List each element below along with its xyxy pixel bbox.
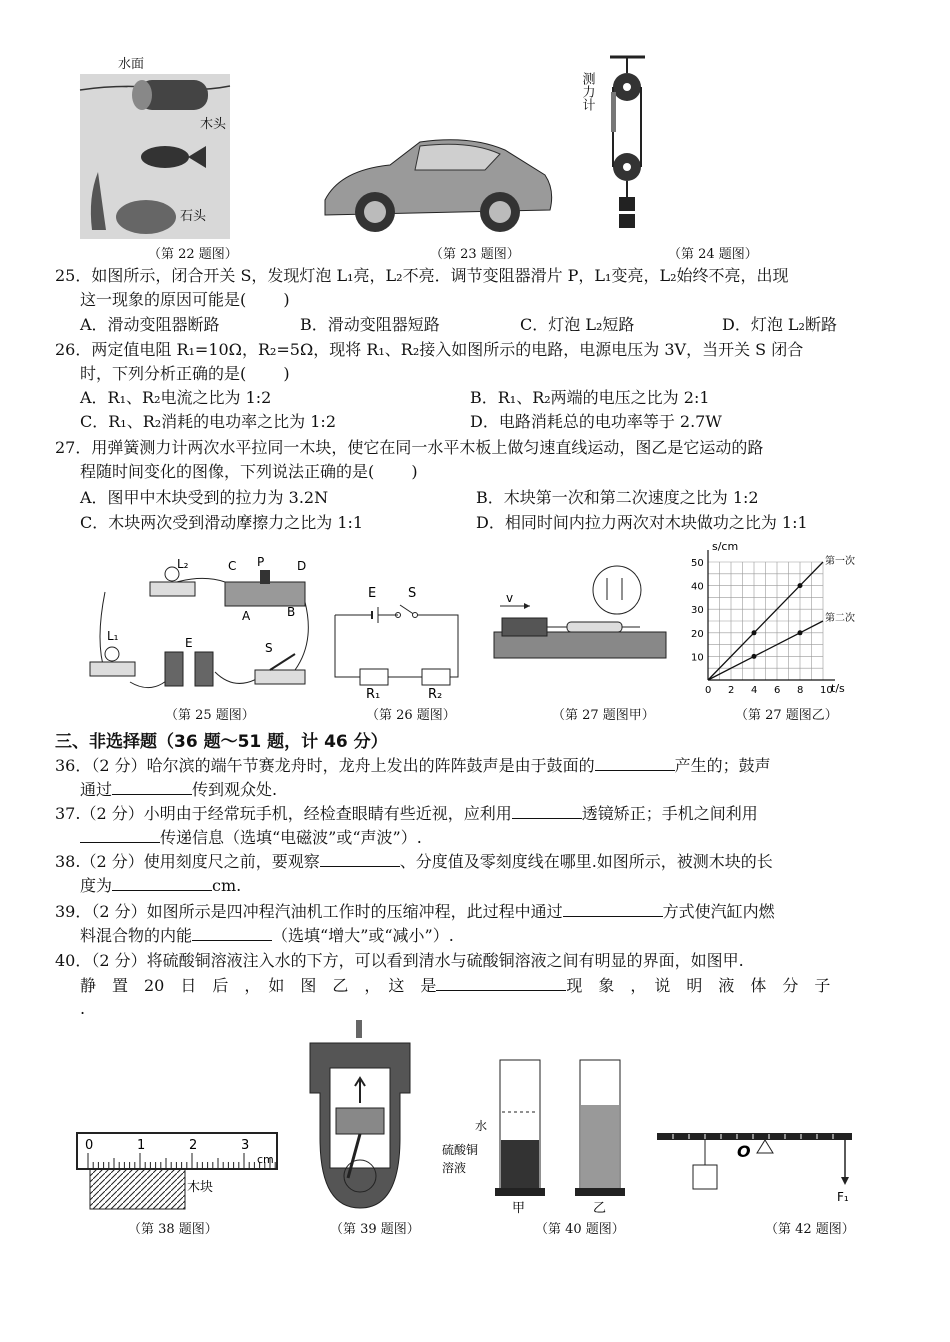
q36-line1 (55, 754, 771, 777)
section-3-heading: 三、非选择题（36 题～51 题，计 46 分） (55, 732, 388, 752)
caption-26: （第 26 题图） (366, 708, 456, 723)
q40-text-c: 现 象 ， 说 明 液 体 分 子 (566, 976, 831, 995)
q37-line1 (55, 802, 758, 825)
x-tick-label: 8 (797, 685, 804, 696)
q40-text-b: 静 置 20 日 后 ， 如 图 乙 ， 这 是 (80, 976, 437, 995)
q39-text-c: 料混合物的内能 (80, 926, 193, 945)
series-2-point (798, 630, 803, 635)
q40-blank-1[interactable] (436, 974, 566, 991)
figure-42-lever (655, 1125, 870, 1205)
q39-line2 (80, 924, 454, 947)
q38-text-d: cm. (212, 876, 242, 895)
figure-23-car (320, 130, 555, 240)
q36-text-c: 通过 (80, 780, 113, 799)
figure-38-ruler (75, 1125, 285, 1220)
label-jia: 甲 (512, 1201, 526, 1216)
q26-option-b: B．R₁、R₂两端的电压之比为 2:1 (470, 388, 710, 407)
label-wood: 木头 (200, 117, 227, 132)
figure-24 (579, 52, 655, 242)
q38-blank-1[interactable] (320, 850, 400, 867)
y-axis-label: s/cm (712, 540, 739, 553)
label-b: B (287, 605, 296, 619)
label-f1: F₁ (837, 1190, 849, 1204)
figure-26-circuit (330, 565, 465, 700)
label-water: 水面 (118, 57, 145, 72)
label-d: D (297, 559, 307, 573)
caption-40: （第 40 题图） (535, 1222, 625, 1237)
label-p: P (257, 555, 265, 569)
label-s: S (408, 586, 417, 601)
q39-blank-1[interactable] (563, 900, 663, 917)
q40-line2 (80, 974, 830, 997)
tick-3: 3 (241, 1138, 250, 1153)
series-1-point (798, 583, 803, 588)
label-meter: 测力计 (579, 72, 595, 111)
q25-option-a: A．滑动变阻器断路 (80, 315, 220, 334)
q26-option-d: D．电路消耗总的电功率等于 2.7W (470, 412, 722, 431)
q25-option-b: B．滑动变阻器短路 (300, 315, 440, 334)
y-tick-label: 20 (691, 628, 704, 640)
q40-line3: . (80, 999, 86, 1018)
q25-stem-line1: 25．如图所示，闭合开关 S，发现灯泡 L₁亮，L₂不亮．调节变阻器滑片 P，L₁变亮，L₂始终不亮，出现 (55, 266, 789, 285)
y-tick-label: 40 (691, 581, 704, 593)
q38-text-c: 度为 (80, 876, 113, 895)
q38-text-b: 、分度值及零刻度线在哪里.如图所示，被测木块的长 (399, 852, 773, 871)
caption-22: （第 22 题图） (148, 247, 238, 262)
caption-27b: （第 27 题图乙） (735, 708, 838, 723)
y-tick-label: 50 (691, 558, 704, 569)
x-tick-label: 0 (705, 685, 712, 696)
label-sol1: 硫酸铜 (442, 1143, 479, 1157)
q36-text-b: 产生的；鼓声 (674, 756, 771, 775)
label-a: A (242, 609, 251, 623)
label-c: C (228, 559, 237, 573)
caption-42: （第 42 题图） (765, 1222, 855, 1237)
legend-label-2: 第二次 (825, 613, 855, 624)
q26-stem-line1: 26．两定值电阻 R₁=10Ω，R₂=5Ω，现将 R₁、R₂接入如图所示的电路，电源电压为 3V，当开关 S 闭合 (55, 340, 804, 359)
label-wood: 木块 (187, 1180, 214, 1195)
caption-25: （第 25 题图） (165, 708, 255, 723)
label-r1: R₁ (366, 687, 381, 702)
q39-line1 (55, 900, 775, 923)
q25-stem-line2: 这一现象的原因可能是( ) (80, 290, 290, 309)
label-stone: 石头 (180, 209, 207, 224)
label-e: E (185, 636, 193, 650)
label-yi: 乙 (593, 1201, 607, 1216)
q26-stem-line2: 时，下列分析正确的是( ) (80, 364, 290, 383)
q37-text-b: 透镜矫正；手机之间利用 (581, 804, 758, 823)
unit-cm: cm (257, 1153, 274, 1166)
q36-blank-2[interactable] (112, 778, 192, 795)
q36-blank-1[interactable] (595, 754, 675, 771)
label-v: v (506, 591, 514, 605)
x-tick-label: 4 (751, 685, 758, 696)
x-tick-label: 2 (728, 685, 735, 696)
tick-1: 1 (137, 1138, 146, 1153)
label-o: O (737, 1142, 751, 1161)
q36-line2 (80, 778, 277, 801)
figure-25-circuit (85, 552, 320, 702)
q25-option-d: D．灯泡 L₂断路 (722, 315, 837, 334)
figure-40 (440, 1050, 640, 1215)
series-1-point (752, 630, 757, 635)
caption-24: （第 24 题图） (668, 247, 758, 262)
q38-line2 (80, 874, 241, 897)
q36-text-a: 36．（2 分）哈尔滨的端午节赛龙舟时，龙舟上发出的阵阵鼓声是由于鼓面的 (55, 756, 595, 775)
q37-text-c: 传递信息（选填“电磁波”或“声波”）. (160, 828, 422, 847)
x-axis-label: t/s (831, 682, 845, 695)
q36-text-d: 传到观众处. (192, 780, 278, 799)
q38-blank-2[interactable] (112, 874, 212, 891)
label-sol2: 溶液 (442, 1161, 467, 1175)
label-r2: R₂ (428, 687, 443, 702)
q38-line1 (55, 850, 773, 873)
caption-38: （第 38 题图） (128, 1222, 218, 1237)
caption-27a: （第 27 题图甲） (552, 708, 655, 723)
tick-2: 2 (189, 1138, 198, 1153)
q27-stem-line1: 27．用弹簧测力计两次水平拉同一木块，使它在同一水平木板上做匀速直线运动，图乙是它运动的路 (55, 438, 764, 457)
figure-39-engine (300, 1018, 425, 1213)
tick-0: 0 (85, 1138, 94, 1153)
q40-line1: 40．（2 分）将硫酸铜溶液注入水的下方，可以看到清水与硫酸铜溶液之间有明显的界面，如图甲. (55, 951, 744, 970)
q26-option-c: C．R₁、R₂消耗的电功率之比为 1:2 (80, 412, 337, 431)
q37-text-a: 37.（2 分）小明由于经常玩手机，经检查眼睛有些近视，应利用 (55, 804, 512, 823)
x-tick-label: 10 (820, 685, 833, 696)
label-l1: L₁ (107, 629, 119, 643)
q39-text-d: （选填“增大”或“减小”）. (272, 926, 454, 945)
q39-blank-2[interactable] (192, 924, 272, 941)
figure-27a (492, 560, 672, 665)
figure-22 (80, 52, 230, 242)
q27-option-a: A．图甲中木块受到的拉力为 3.2N (80, 488, 329, 507)
caption-39: （第 39 题图） (330, 1222, 420, 1237)
q25-option-c: C．灯泡 L₂短路 (520, 315, 635, 334)
label-water: 水 (475, 1119, 488, 1133)
legend-label-1: 第一次 (825, 556, 855, 567)
q27-option-c: C．木块两次受到滑动摩擦力之比为 1:1 (80, 513, 364, 532)
q27-option-d: D．相同时间内拉力两次对木块做功之比为 1:1 (476, 513, 808, 532)
series-2-point (752, 654, 757, 659)
label-l2: L₂ (177, 557, 189, 571)
q39-text-b: 方式使汽缸内燃 (662, 902, 775, 921)
label-s: S (265, 641, 273, 655)
q27-stem-line2: 程随时间变化的图像，下列说法正确的是( ) (80, 462, 418, 481)
q27-option-b: B．木块第一次和第二次速度之比为 1:2 (476, 488, 759, 507)
figure-27b-chart (680, 540, 860, 700)
q26-option-a: A．R₁、R₂电流之比为 1:2 (80, 388, 272, 407)
label-e: E (368, 586, 377, 601)
caption-23: （第 23 题图） (430, 247, 520, 262)
q38-text-a: 38.（2 分）使用刻度尺之前，要观察 (55, 852, 320, 871)
y-tick-label: 10 (691, 652, 704, 664)
q37-blank-1[interactable] (512, 802, 582, 819)
y-tick-label: 30 (691, 605, 704, 617)
x-tick-label: 6 (774, 685, 781, 696)
q37-blank-2[interactable] (80, 826, 160, 843)
q39-text-a: 39．（2 分）如图所示是四冲程汽油机工作时的压缩冲程，此过程中通过 (55, 902, 563, 921)
q37-line2 (80, 826, 422, 849)
